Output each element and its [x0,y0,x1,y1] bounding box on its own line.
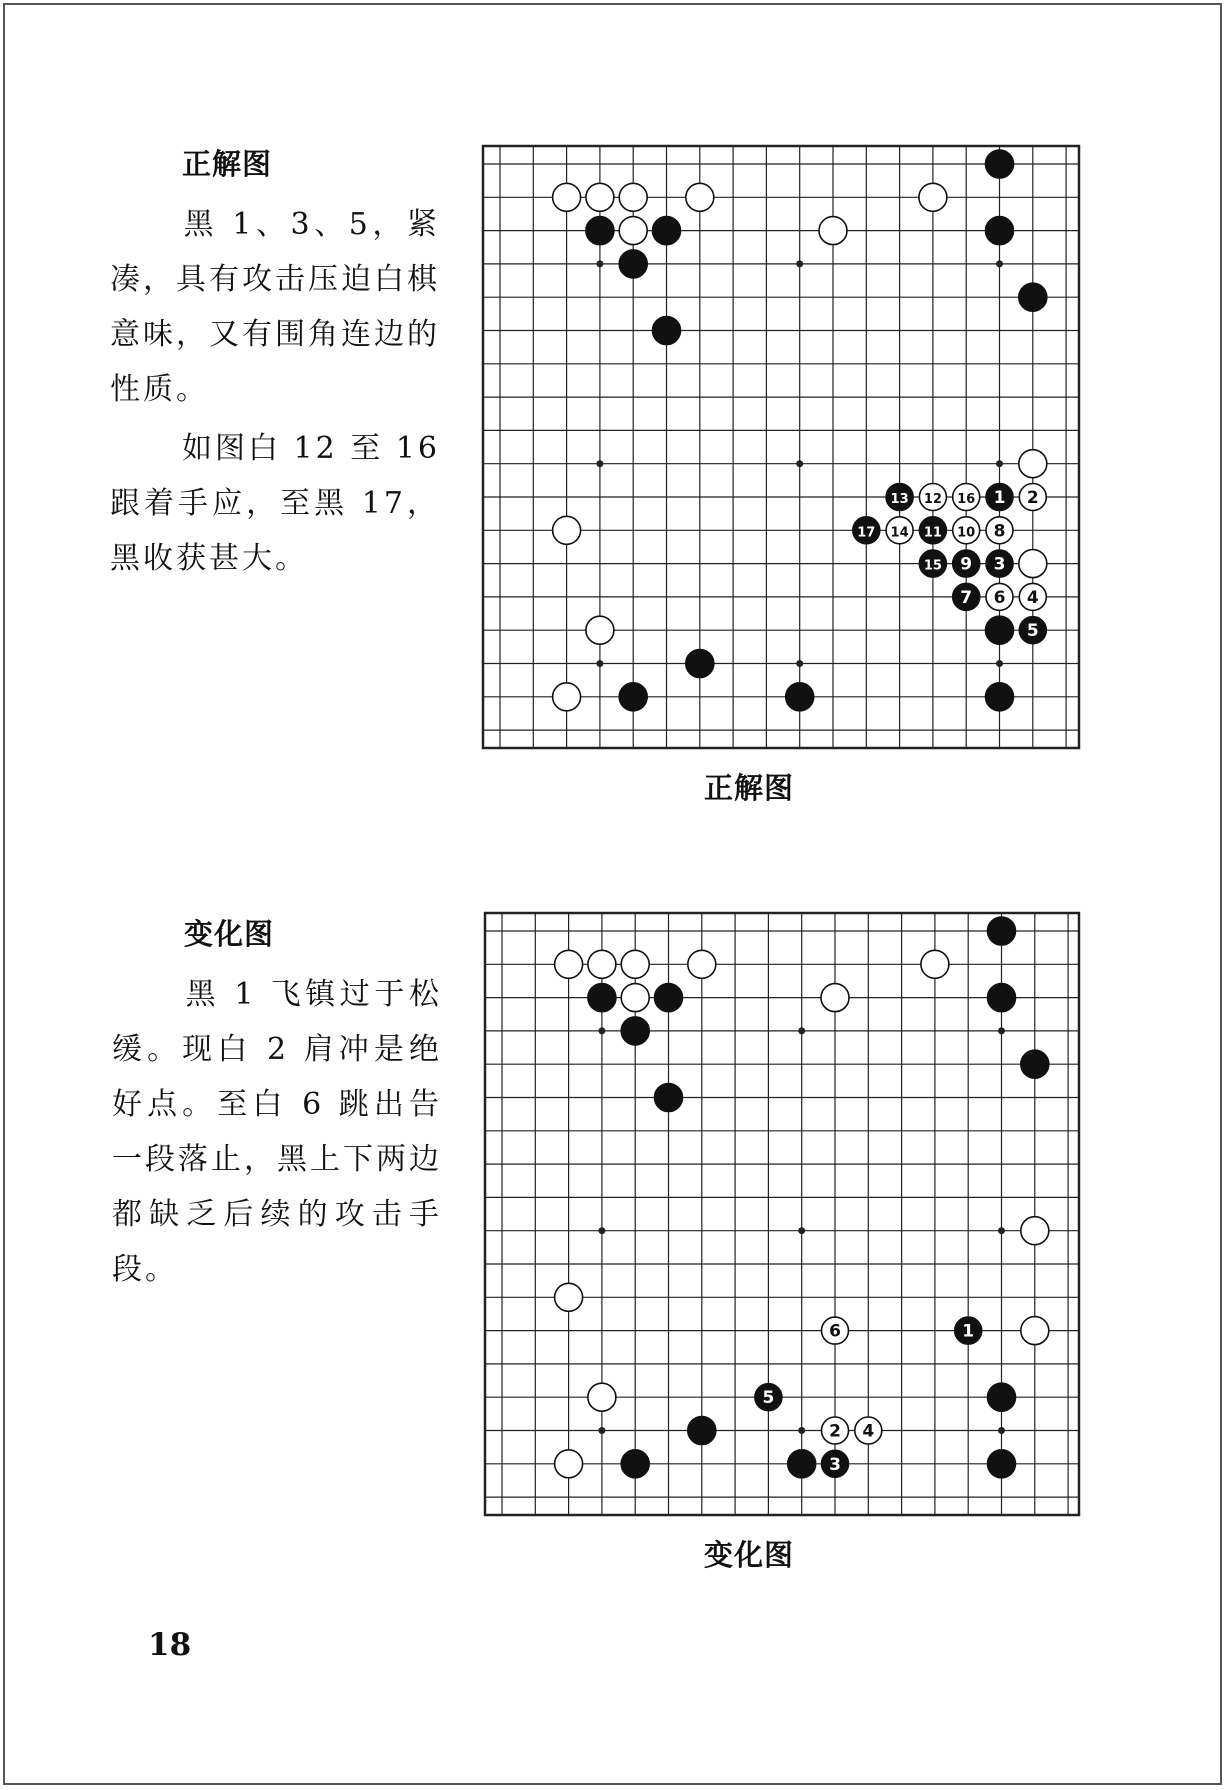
black-stone [988,1383,1016,1411]
star-point [998,1227,1005,1234]
white-stone [1019,550,1047,578]
white-stone [588,950,616,978]
black-stone [655,984,683,1012]
move-number: 16 [957,492,976,507]
black-stone [1019,617,1046,644]
white-stone [919,484,946,511]
black-stone [886,484,913,511]
white-stone [588,1383,616,1411]
star-point [598,1427,605,1434]
black-stone [586,217,614,245]
paragraph: 黑 1、3、5，紧凑，具有攻击压迫白棋意味，又有围角连边的性质。 [110,207,440,407]
white-stone [1021,1217,1049,1245]
board-0 [483,146,1079,748]
white-stone [619,217,647,245]
black-stone [986,550,1013,577]
white-stone [855,1417,882,1444]
white-stone [819,217,847,245]
white-stone [553,516,581,544]
move-number: 4 [862,1421,875,1442]
section-heading: 正解图 [182,147,273,181]
black-stone [755,1384,782,1411]
white-stone [822,1317,849,1344]
star-point [596,260,603,267]
move-number: 8 [993,521,1006,542]
white-stone [621,984,649,1012]
move-number: 3 [993,554,1006,575]
move-number: 7 [960,587,973,608]
black-stone [986,484,1013,511]
move-number: 5 [762,1388,775,1409]
section-variation-text [112,912,442,1297]
white-stone [555,1283,583,1311]
star-point [998,1427,1005,1434]
black-stone [786,683,814,711]
white-stone [986,517,1013,544]
white-stone [553,183,581,211]
move-number: 1 [962,1321,975,1342]
black-stone [953,583,980,610]
white-stone [555,1450,583,1478]
move-number: 10 [957,525,976,541]
star-point [596,660,603,667]
white-stone [919,183,947,211]
white-stone [921,950,949,978]
star-point [796,260,803,267]
move-number: 13 [890,492,909,507]
black-stone [953,550,980,577]
star-point [996,460,1003,467]
black-stone [621,1450,649,1478]
black-stone [988,1450,1016,1478]
white-stone [688,950,716,978]
diagram-caption: 变化图 [704,1538,795,1572]
black-stone [986,150,1014,178]
move-number: 12 [923,492,942,507]
move-number: 9 [960,554,973,575]
star-point [598,1027,605,1034]
white-stone [621,950,649,978]
paragraph: 黑 1 飞镇过于松缓。现白 2 肩冲是绝好点。至白 6 跳出告一段落止，黑上下两边都缺乏后续的攻击手段。 [112,977,442,1287]
star-point [798,1227,805,1234]
star-point [798,1427,805,1434]
page-number: 18 [148,1627,192,1663]
move-number: 6 [993,587,1006,608]
white-stone [686,183,714,211]
white-stone [953,484,980,511]
diagram-caption: 正解图 [704,771,795,805]
move-number: 6 [829,1321,841,1342]
star-point [996,260,1003,267]
black-stone [986,616,1014,644]
black-stone [653,217,681,245]
white-stone [619,183,647,211]
black-stone [1019,283,1047,311]
star-point [596,460,603,467]
black-stone [988,917,1016,945]
move-number: 2 [829,1421,841,1442]
star-point [798,1027,805,1034]
white-stone [586,616,614,644]
black-stone [619,250,647,278]
move-number: 1 [993,488,1006,508]
move-number: 4 [1026,587,1039,608]
white-stone [986,583,1013,610]
white-stone [886,517,913,544]
white-stone [555,950,583,978]
black-stone [688,1417,716,1445]
black-stone [986,683,1014,711]
black-stone [655,1084,683,1112]
white-stone [1019,583,1046,610]
black-stone [919,550,946,577]
star-point [796,660,803,667]
black-stone [986,217,1014,245]
white-stone [822,1417,849,1444]
black-stone [588,984,616,1012]
white-stone [586,183,614,211]
black-stone [853,517,880,544]
black-stone [988,984,1016,1012]
white-stone [821,984,849,1012]
move-number: 3 [829,1454,841,1475]
section-heading: 变化图 [184,917,275,951]
star-point [598,1227,605,1234]
star-point [996,660,1003,667]
paragraph: 如图白 12 至 16 跟着手应，至黑 17，黑收获甚大。 [110,431,440,576]
black-stone [919,517,946,544]
white-stone [1021,1317,1049,1345]
star-point [796,460,803,467]
move-number: 5 [1026,621,1039,642]
black-stone [822,1450,849,1477]
black-stone [955,1317,982,1344]
move-number: 2 [1026,488,1039,508]
move-number: 11 [923,525,942,541]
black-stone [653,317,681,345]
white-stone [1019,484,1046,511]
black-stone [619,683,647,711]
move-number: 14 [890,525,909,541]
move-number: 15 [923,558,942,574]
board-1 [485,913,1079,1515]
star-point [998,1027,1005,1034]
black-stone [621,1017,649,1045]
black-stone [788,1450,816,1478]
move-number: 17 [857,525,876,541]
black-stone [1021,1050,1049,1078]
white-stone [1019,450,1047,478]
white-stone [953,517,980,544]
black-stone [686,650,714,678]
white-stone [553,683,581,711]
